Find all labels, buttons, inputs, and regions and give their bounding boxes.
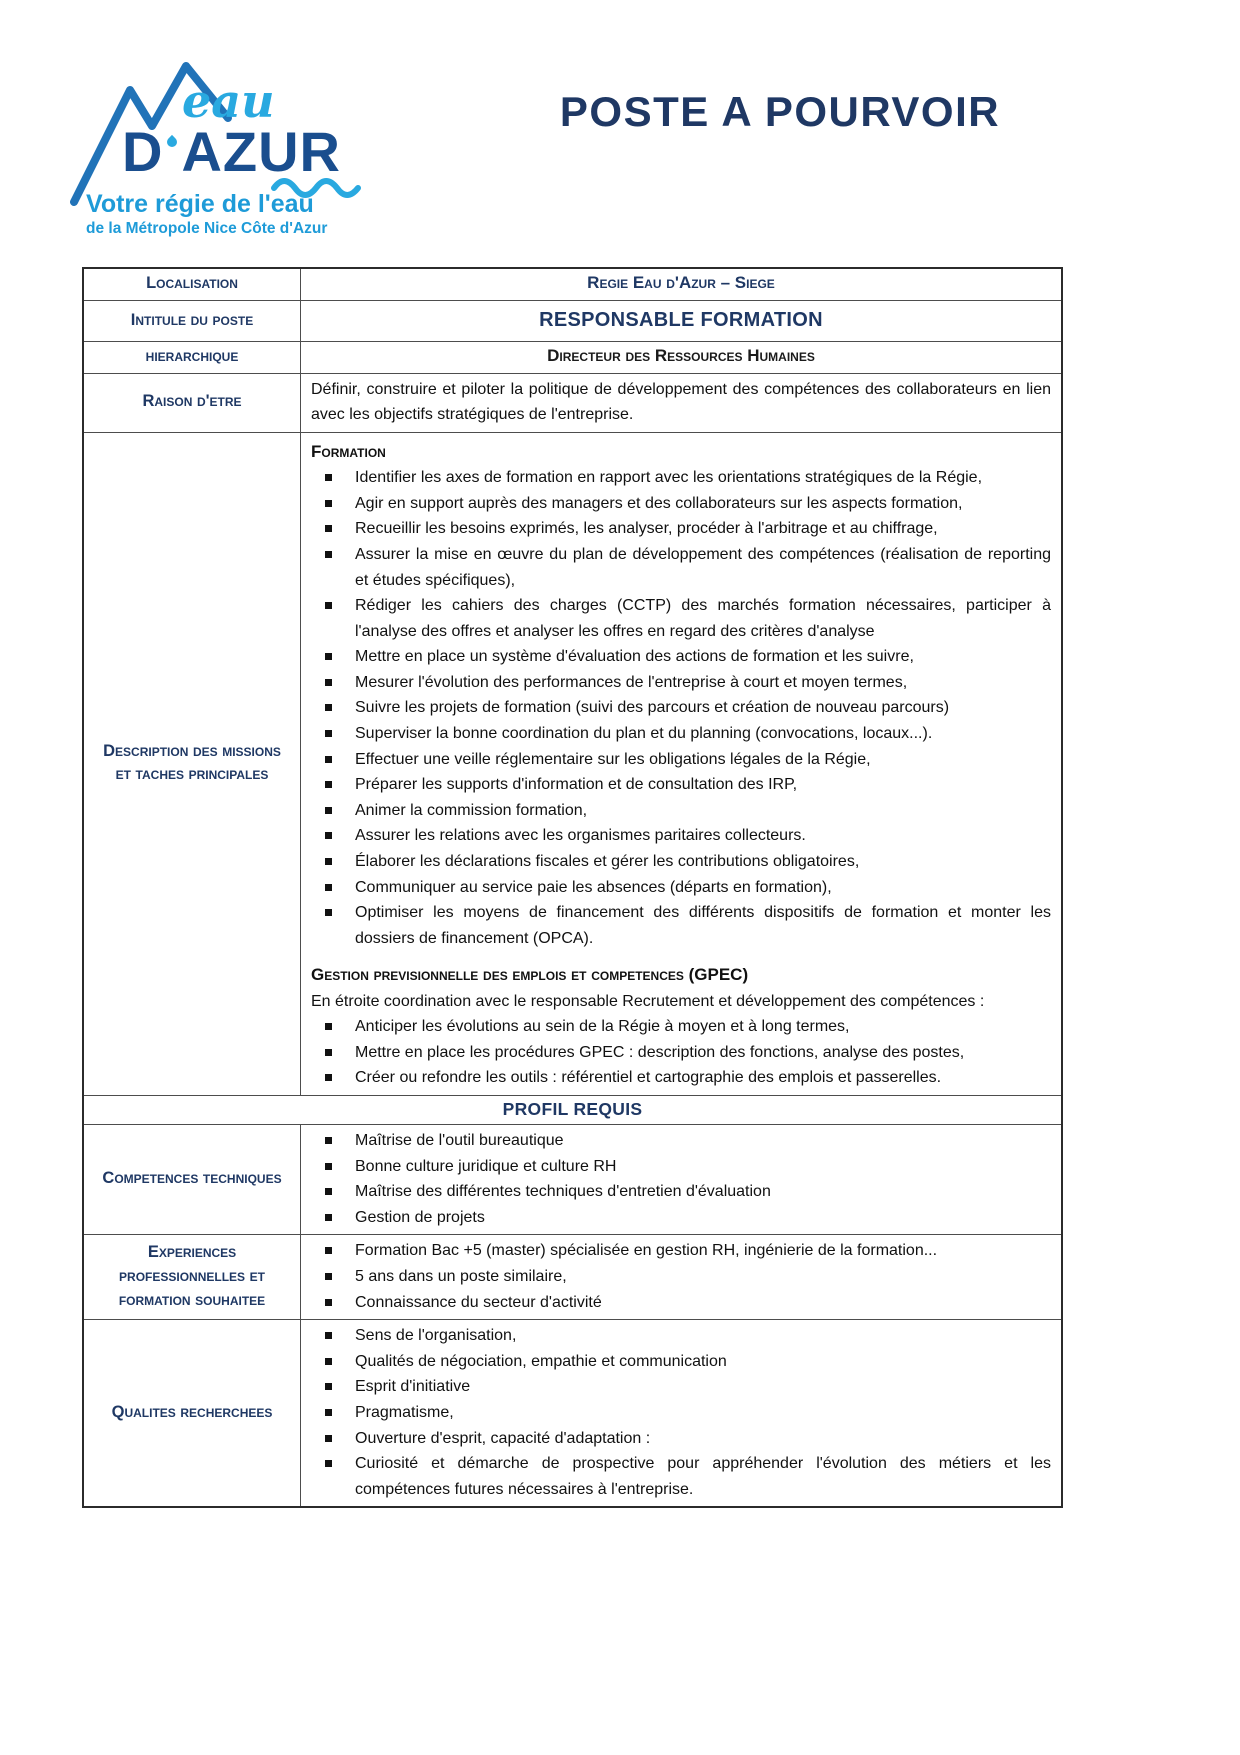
job-description-table bbox=[82, 267, 1063, 1508]
bullet-text: Gestion de projets bbox=[355, 1208, 485, 1226]
square-bullet-icon bbox=[325, 525, 332, 532]
bullet-item bbox=[311, 695, 1051, 721]
bullet-item bbox=[311, 1349, 1051, 1375]
bullet-text: Sens de l'organisation, bbox=[355, 1327, 517, 1345]
bullet-item bbox=[311, 1040, 1051, 1066]
square-bullet-icon bbox=[325, 653, 332, 660]
bullet-item bbox=[311, 1451, 1051, 1502]
square-bullet-icon bbox=[325, 704, 332, 711]
intitule-label: Intitule du poste bbox=[83, 300, 301, 341]
bullet-text: Superviser la bonne coordination du plan et du planning (convocations, locaux...). bbox=[355, 725, 933, 743]
bullet-text: Mesurer l'évolution des performances de l'entreprise à court et moyen termes, bbox=[355, 673, 908, 691]
square-bullet-icon bbox=[325, 858, 332, 865]
profil-requis-header: PROFIL REQUIS bbox=[83, 1095, 1062, 1124]
square-bullet-icon bbox=[325, 1460, 332, 1467]
square-bullet-icon bbox=[325, 1247, 332, 1254]
raison-value: Définir, construire et piloter la politique de développement des compétences des collaborateurs en lien avec les objectifs stratégiques de l'entreprise. bbox=[301, 373, 1063, 432]
bullet-item bbox=[311, 1426, 1051, 1452]
bullet-text: Mettre en place les procédures GPEC : description des fonctions, analyse des postes, bbox=[355, 1043, 965, 1061]
qualites-label: Qualites recherchees bbox=[83, 1320, 301, 1508]
formation-bullet-list bbox=[311, 465, 1051, 951]
square-bullet-icon bbox=[325, 1409, 332, 1416]
water-drop-icon bbox=[165, 135, 179, 149]
bullet-text: Assurer la mise en œuvre du plan de développement des compétences (réalisation de reporting et études spécifiques), bbox=[355, 545, 1051, 589]
experiences-label: Experiences professionnelles et formation souhaitee bbox=[83, 1235, 301, 1320]
bullet-item bbox=[311, 772, 1051, 798]
qualites-content bbox=[301, 1320, 1063, 1508]
bullet-text: Identifier les axes de formation en rapport avec les orientations stratégiques de la Régie, bbox=[355, 469, 983, 487]
description-label: Description des missions et taches principales bbox=[83, 432, 301, 1095]
bullet-text: Assurer les relations avec les organismes paritaires collecteurs. bbox=[355, 827, 806, 845]
logo-subtagline: de la Métropole Nice Côte d'Azur bbox=[86, 220, 328, 237]
bullet-item bbox=[311, 516, 1051, 542]
square-bullet-icon bbox=[325, 1332, 332, 1339]
bullet-text: Communiquer au service paie les absences (départs en formation), bbox=[355, 878, 832, 896]
gpec-bullet-list bbox=[311, 1014, 1051, 1091]
square-bullet-icon bbox=[325, 1214, 332, 1221]
competences-content bbox=[301, 1124, 1063, 1234]
square-bullet-icon bbox=[325, 1137, 332, 1144]
square-bullet-icon bbox=[325, 730, 332, 737]
logo-tagline: Votre régie de l'eau bbox=[86, 190, 314, 218]
bullet-text: Maîtrise de l'outil bureautique bbox=[355, 1131, 564, 1149]
bullet-text: Mettre en place un système d'évaluation des actions de formation et les suivre, bbox=[355, 648, 914, 666]
competences-bullet-list bbox=[311, 1128, 1051, 1230]
bullet-item bbox=[311, 1205, 1051, 1231]
bullet-text: Recueillir les besoins exprimés, les analyser, procéder à l'arbitrage et au chiffrage, bbox=[355, 520, 938, 538]
bullet-text: Connaissance du secteur d'activité bbox=[355, 1293, 602, 1311]
bullet-item bbox=[311, 1374, 1051, 1400]
square-bullet-icon bbox=[325, 884, 332, 891]
row-qualites bbox=[83, 1320, 1062, 1508]
row-intitule bbox=[83, 300, 1062, 341]
description-content bbox=[301, 432, 1063, 1095]
square-bullet-icon bbox=[325, 1299, 332, 1306]
bullet-text: Optimiser les moyens de financement des différents dispositifs de formation et monter les dossiers de financement (OPCA). bbox=[355, 904, 1051, 947]
bullet-item bbox=[311, 670, 1051, 696]
row-localisation bbox=[83, 268, 1062, 300]
bullet-text: Ouverture d'esprit, capacité d'adaptation : bbox=[355, 1429, 651, 1447]
hierarchique-label: hierarchique bbox=[83, 341, 301, 373]
bullet-item bbox=[311, 1014, 1051, 1040]
competences-label: Competences techniques bbox=[83, 1124, 301, 1234]
bullet-item bbox=[311, 542, 1051, 593]
bullet-text: Curiosité et démarche de prospective pour appréhender l'évolution des métiers et les compétences futures nécessaires à l'entreprise. bbox=[355, 1455, 1051, 1498]
square-bullet-icon bbox=[325, 679, 332, 686]
bullet-text: Maîtrise des différentes techniques d'entretien d'évaluation bbox=[355, 1183, 771, 1201]
bullet-item bbox=[311, 1290, 1051, 1316]
bullet-item bbox=[311, 721, 1051, 747]
bullet-item bbox=[311, 1400, 1051, 1426]
qualites-bullet-list bbox=[311, 1323, 1051, 1502]
square-bullet-icon bbox=[325, 500, 332, 507]
logo-word-eau: eau bbox=[182, 74, 275, 128]
square-bullet-icon bbox=[325, 1023, 332, 1030]
page-title: POSTE A POURVOIR bbox=[559, 88, 1001, 135]
bullet-text: Suivre les projets de formation (suivi des parcours et création de nouveau parcours) bbox=[355, 699, 950, 717]
bullet-item bbox=[311, 849, 1051, 875]
bullet-item bbox=[311, 1323, 1051, 1349]
square-bullet-icon bbox=[325, 832, 332, 839]
eau-dazur-logo bbox=[70, 48, 380, 243]
hierarchique-value: Directeur des Ressources Humaines bbox=[301, 341, 1063, 373]
bullet-item bbox=[311, 1065, 1051, 1091]
row-description-missions bbox=[83, 432, 1062, 1095]
formation-heading: Formation bbox=[311, 441, 386, 461]
bullet-text: Formation Bac +5 (master) spécialisée en gestion RH, ingénierie de la formation... bbox=[355, 1242, 938, 1260]
bullet-item bbox=[311, 1128, 1051, 1154]
square-bullet-icon bbox=[325, 1358, 332, 1365]
bullet-item bbox=[311, 823, 1051, 849]
square-bullet-icon bbox=[325, 1383, 332, 1390]
raison-label: Raison d'etre bbox=[83, 373, 301, 432]
logo-word-azur: AZUR bbox=[181, 120, 341, 183]
bullet-item bbox=[311, 593, 1051, 644]
gpec-heading: Gestion previsionnelle des emplois et competences (GPEC) bbox=[311, 965, 749, 985]
intitule-value: RESPONSABLE FORMATION bbox=[301, 300, 1063, 341]
bullet-item bbox=[311, 747, 1051, 773]
bullet-text: 5 ans dans un poste similaire, bbox=[355, 1267, 567, 1285]
square-bullet-icon bbox=[325, 1074, 332, 1081]
square-bullet-icon bbox=[325, 909, 332, 916]
square-bullet-icon bbox=[325, 1188, 332, 1195]
bullet-item bbox=[311, 491, 1051, 517]
experiences-content bbox=[301, 1235, 1063, 1320]
square-bullet-icon bbox=[325, 1273, 332, 1280]
square-bullet-icon bbox=[325, 602, 332, 609]
bullet-item bbox=[311, 1154, 1051, 1180]
experiences-bullet-list bbox=[311, 1238, 1051, 1315]
bullet-item bbox=[311, 465, 1051, 491]
square-bullet-icon bbox=[325, 807, 332, 814]
square-bullet-icon bbox=[325, 551, 332, 558]
square-bullet-icon bbox=[325, 474, 332, 481]
gpec-intro: En étroite coordination avec le responsable Recrutement et développement des compétences : bbox=[311, 992, 985, 1010]
bullet-text: Élaborer les déclarations fiscales et gérer les contributions obligatoires, bbox=[355, 853, 860, 871]
bullet-item bbox=[311, 644, 1051, 670]
bullet-item bbox=[311, 900, 1051, 951]
bullet-item bbox=[311, 1238, 1051, 1264]
square-bullet-icon bbox=[325, 1049, 332, 1056]
square-bullet-icon bbox=[325, 1163, 332, 1170]
bullet-item bbox=[311, 798, 1051, 824]
row-raison-detre bbox=[83, 373, 1062, 432]
square-bullet-icon bbox=[325, 1435, 332, 1442]
bullet-text: Anticiper les évolutions au sein de la Régie à moyen et à long termes, bbox=[355, 1018, 850, 1036]
bullet-text: Animer la commission formation, bbox=[355, 801, 588, 819]
row-hierarchique bbox=[83, 341, 1062, 373]
row-experiences bbox=[83, 1235, 1062, 1320]
bullet-item bbox=[311, 875, 1051, 901]
row-profil-requis bbox=[83, 1095, 1062, 1124]
bullet-text: Agir en support auprès des managers et des collaborateurs sur les aspects formation, bbox=[355, 494, 963, 512]
bullet-text: Bonne culture juridique et culture RH bbox=[355, 1157, 617, 1175]
row-competences bbox=[83, 1124, 1062, 1234]
square-bullet-icon bbox=[325, 756, 332, 763]
bullet-text: Préparer les supports d'information et de consultation des IRP, bbox=[355, 776, 798, 794]
bullet-item bbox=[311, 1179, 1051, 1205]
bullet-text: Qualités de négociation, empathie et communication bbox=[355, 1352, 727, 1370]
localisation-label: Localisation bbox=[83, 268, 301, 300]
bullet-text: Créer ou refondre les outils : référentiel et cartographie des emplois et passerelles. bbox=[355, 1069, 942, 1087]
bullet-text: Rédiger les cahiers des charges (CCTP) des marchés formation nécessaires, participer à l'analyse des offres et analyser les offres en regard des critères d'analyse bbox=[355, 597, 1051, 640]
logo-letter-d: D bbox=[122, 120, 164, 183]
square-bullet-icon bbox=[325, 781, 332, 788]
bullet-text: Effectuer une veille réglementaire sur les obligations légales de la Régie, bbox=[355, 750, 871, 768]
bullet-text: Esprit d'initiative bbox=[355, 1378, 471, 1396]
bullet-text: Pragmatisme, bbox=[355, 1403, 454, 1421]
bullet-item bbox=[311, 1264, 1051, 1290]
localisation-value: Regie Eau d'Azur – Siege bbox=[301, 268, 1063, 300]
